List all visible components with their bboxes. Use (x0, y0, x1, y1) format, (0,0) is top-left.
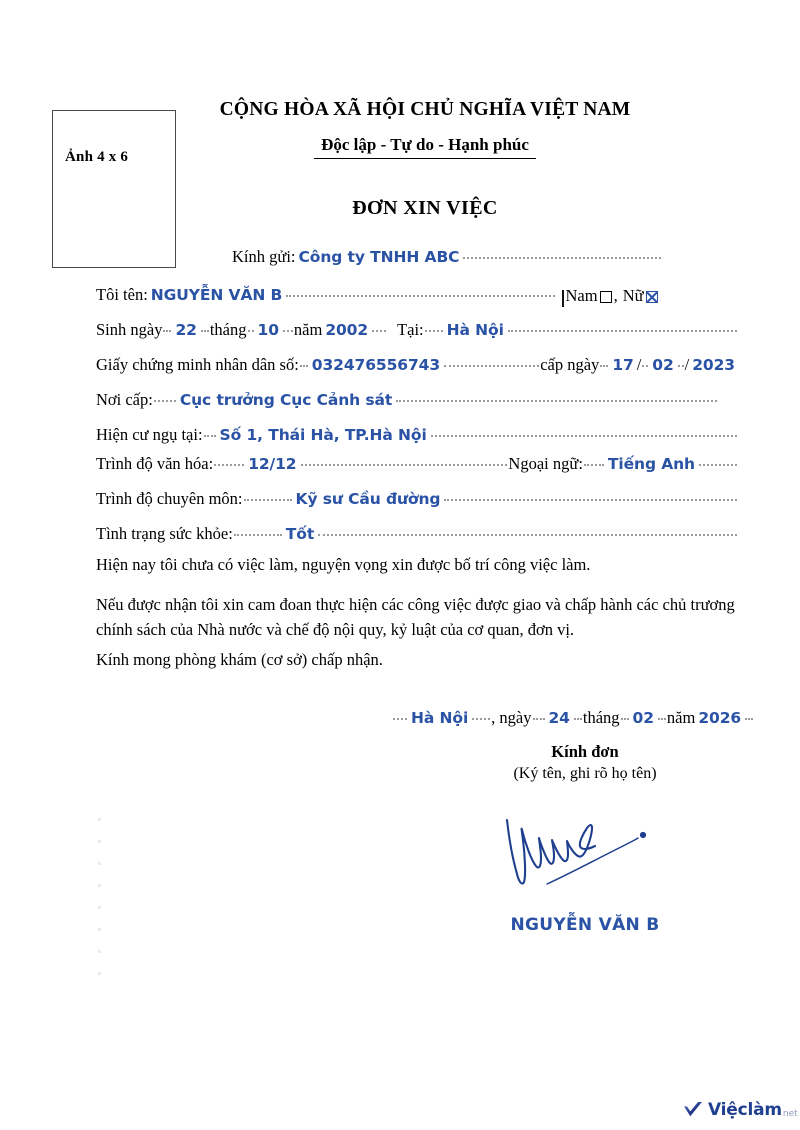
health-leader-left (234, 534, 282, 536)
closing-day-value[interactable]: 24 (548, 709, 570, 727)
field-full-name (96, 287, 556, 304)
language-label: Ngoại ngữ: (508, 454, 583, 473)
issue-month-leader-right (678, 365, 684, 367)
birth-day-leader-right (201, 330, 209, 332)
health-label: Tình trạng sức khỏe: (96, 524, 233, 543)
sign-note: (Ký tên, ghi rõ họ tên) (513, 765, 657, 782)
education-leader-left (214, 464, 244, 466)
body-paragraph-3: Kính mong phòng khám (cơ sở) chấp nhận. (96, 650, 383, 669)
id-card-leader-right (444, 365, 539, 367)
health-value[interactable]: Tốt (285, 525, 315, 543)
birth-day-leader-left (163, 330, 171, 332)
sex-female-label: Nữ (622, 286, 644, 305)
field-education-language (96, 456, 738, 473)
specialty-leader-right (444, 499, 737, 501)
id-card-value[interactable]: 032476556743 (311, 356, 441, 374)
sex-female-checkbox[interactable] (646, 291, 658, 303)
birth-place-value[interactable]: Hà Nội (446, 321, 504, 339)
birth-month-label: tháng (209, 320, 247, 339)
field-specialty (96, 491, 738, 508)
issue-place-leader-left (154, 400, 176, 402)
closing-year-value[interactable]: 2026 (698, 709, 742, 727)
brand-tld: net (782, 1109, 798, 1119)
id-card-issue-label: cấp ngày (540, 355, 600, 374)
issue-separator-1: / (636, 355, 642, 374)
birth-place-leader-right (508, 330, 737, 332)
closing-day-leader (533, 718, 545, 720)
sex-male-label: Nam (565, 286, 598, 305)
brand-name: Việclàm (708, 1100, 782, 1120)
education-label: Trình độ văn hóa: (96, 454, 214, 473)
specialty-label: Trình độ chuyên môn: (96, 489, 243, 508)
specialty-leader-left (244, 499, 292, 501)
recipient-value[interactable]: Công ty TNHH ABC (298, 248, 460, 266)
national-motto: Độc lập - Tự do - Hạnh phúc (314, 135, 536, 158)
id-card-label: Giấy chứng minh nhân dân số: (96, 355, 299, 374)
address-leader-right (431, 435, 737, 437)
closing-month-value[interactable]: 02 (632, 709, 654, 727)
handwritten-signature (495, 808, 675, 903)
birth-day-label: Sinh ngày (96, 320, 163, 339)
birth-place-label: Tại: (397, 320, 424, 339)
education-leader-right (301, 464, 508, 466)
birth-month-value[interactable]: 10 (257, 321, 279, 339)
closing-year-leader (745, 718, 753, 720)
checkmark-icon (683, 1101, 703, 1119)
id-card-leader-left (300, 365, 308, 367)
closing-month-leader-right (658, 718, 666, 720)
birth-year-leader (372, 330, 386, 332)
field-health (96, 526, 738, 543)
signer-name: NGUYỄN VĂN B (510, 915, 660, 935)
text-cursor-caret (562, 290, 564, 307)
closing-date-line (392, 708, 742, 728)
field-birth (96, 322, 738, 339)
field-address (96, 427, 738, 444)
birth-year-label: năm (293, 320, 323, 339)
closing-year-label: năm (666, 708, 696, 727)
language-leader-right (699, 464, 737, 466)
photo-box-label: Ảnh 4 x 6 (65, 149, 129, 165)
address-label: Hiện cư ngụ tại: (96, 425, 203, 444)
closing-place-leader-right (472, 718, 490, 720)
language-leader-left (584, 464, 604, 466)
issue-month-value[interactable]: 02 (652, 356, 674, 374)
national-motto-wrapper (190, 135, 660, 158)
closing-month-leader (621, 718, 629, 720)
birth-year-value[interactable]: 2002 (325, 321, 369, 339)
field-recipient (232, 249, 662, 266)
national-title: CỘNG HÒA XÃ HỘI CHỦ NGHĨA VIỆT NAM (219, 99, 631, 120)
full-name-value[interactable]: NGUYỄN VĂN B (150, 286, 283, 304)
address-leader-left (204, 435, 216, 437)
signature-heading-block (430, 742, 740, 783)
issue-day-leader (600, 365, 608, 367)
issue-place-value[interactable]: Cục trưởng Cục Cảnh sát (179, 391, 393, 409)
issue-separator-2: / (684, 355, 690, 374)
address-value[interactable]: Số 1, Thái Hà, TP.Hà Nội (219, 426, 427, 444)
closing-place-value[interactable]: Hà Nội (411, 709, 469, 727)
sex-male-checkbox[interactable] (600, 291, 612, 303)
body-paragraph-1: Hiện nay tôi chưa có việc làm, nguyện vọng xin được bố trí công việc làm. (96, 555, 591, 574)
specialty-value[interactable]: Kỹ sư Cầu đường (295, 490, 441, 508)
document-title: ĐƠN XIN VIỆC (352, 196, 498, 219)
closing-place-leader-left (393, 718, 407, 720)
closing-day-label: , ngày (491, 708, 532, 727)
issue-day-value[interactable]: 17 (612, 356, 634, 374)
recipient-leader (463, 257, 661, 259)
body-paragraph-2: Nếu được nhận tôi xin cam đoan thực hiện các công việc được giao và chấp hành các chủ trương chính sách của Nhà nước và chế độ nội quy, kỷ luật của cơ quan, đơn vị. (96, 595, 735, 640)
full-name-leader (286, 295, 555, 297)
sign-title: Kính đơn (551, 742, 619, 761)
margin-artifact-marks (98, 818, 104, 978)
photo-placeholder-box (52, 110, 176, 268)
education-value[interactable]: 12/12 (248, 455, 297, 473)
birth-month-leader-left (248, 330, 254, 332)
document-header (190, 98, 660, 220)
issue-year-value[interactable]: 2023 (692, 356, 735, 374)
issue-place-label: Nơi cấp: (96, 390, 153, 409)
issue-place-leader-right (396, 400, 717, 402)
closing-day-leader-right (574, 718, 582, 720)
sex-separator: , (613, 286, 618, 305)
health-leader-right (318, 534, 737, 536)
issue-month-leader (642, 365, 648, 367)
closing-month-label: tháng (582, 708, 620, 727)
language-value[interactable]: Tiếng Anh (607, 455, 695, 473)
recipient-label: Kính gửi: (232, 247, 296, 266)
field-issue-place (96, 392, 718, 409)
birth-day-value[interactable]: 22 (175, 321, 197, 339)
field-sex (562, 286, 660, 306)
site-logo[interactable] (683, 1098, 798, 1122)
field-id-card (96, 357, 738, 374)
birth-month-leader-right (283, 330, 293, 332)
birth-place-leader-left (425, 330, 443, 332)
full-name-label: Tôi tên: (96, 285, 148, 304)
